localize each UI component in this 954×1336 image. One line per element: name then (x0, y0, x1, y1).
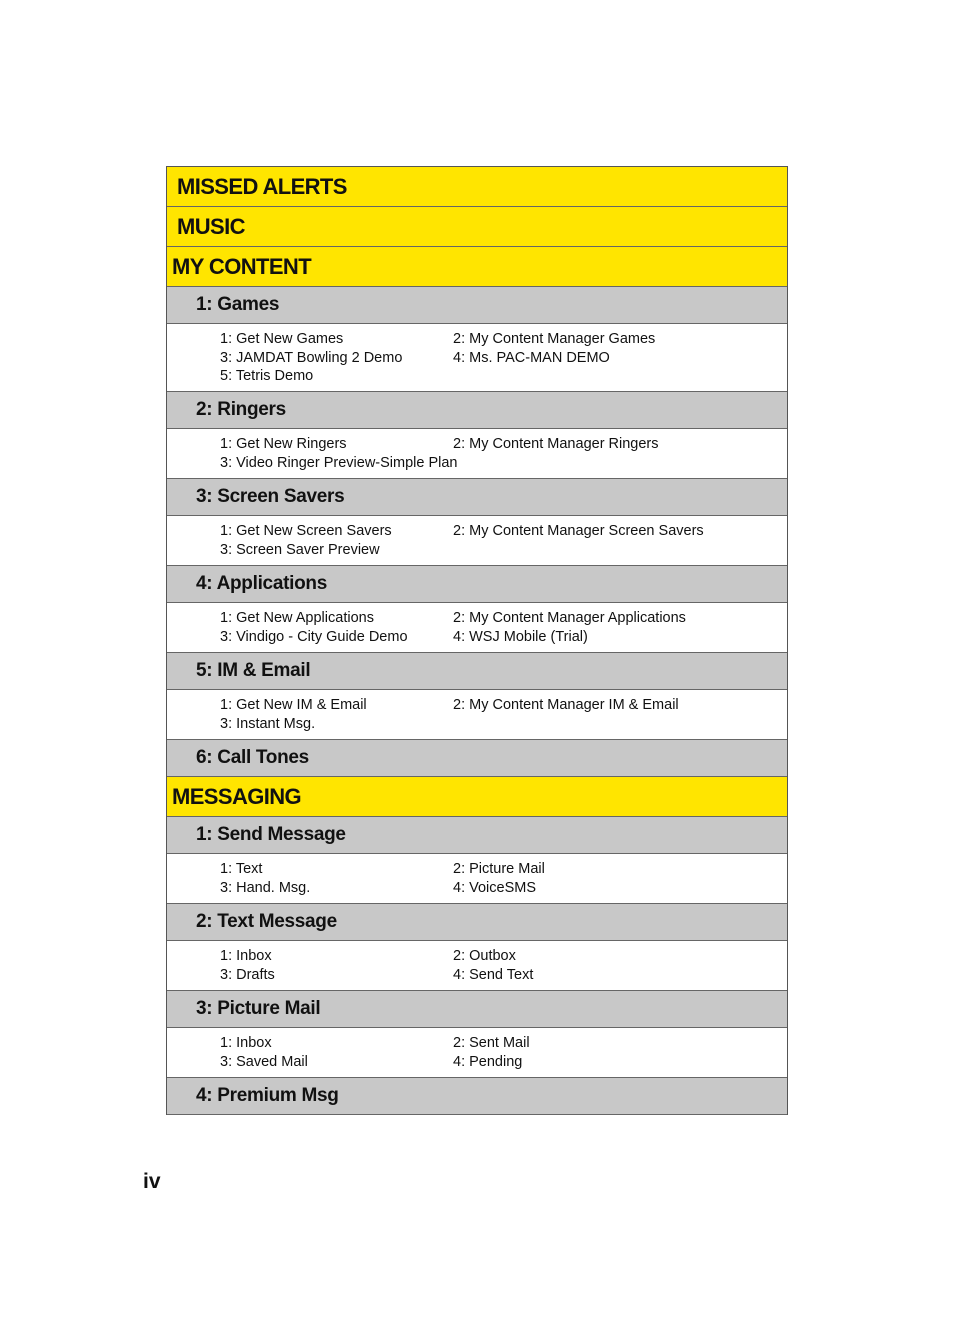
list-item (220, 349, 787, 368)
menu-option: 4: Send Text (453, 966, 534, 983)
subsection-title: 2: Ringers (196, 399, 286, 420)
list-item (220, 966, 787, 985)
menu-option: 4: VoiceSMS (453, 879, 537, 896)
menu-option: 1: Get New Games (220, 331, 344, 347)
applications-items (167, 603, 787, 653)
list-item (220, 1034, 787, 1053)
subsection-applications (167, 566, 787, 603)
subsection-ringers (167, 392, 787, 429)
menu-option: 5: Tetris Demo (220, 368, 314, 385)
section-my-content (167, 247, 787, 287)
section-messaging (167, 777, 787, 817)
screen-savers-items (167, 516, 787, 566)
menu-option: 4: Ms. PAC-MAN DEMO (453, 349, 610, 366)
menu-option: 2: Outbox (453, 948, 516, 964)
subsection-screen-savers (167, 479, 787, 516)
subsection-title: 5: IM & Email (196, 660, 311, 681)
menu-option: 1: Get New Applications (220, 610, 374, 626)
menu-option: 1: Get New IM & Email (220, 697, 367, 713)
menu-option: 4: Pending (453, 1053, 523, 1070)
menu-option: 2: My Content Manager Screen Savers (453, 523, 704, 539)
menu-option: 3: Video Ringer Preview-Simple Plan (220, 454, 458, 471)
list-item (220, 860, 787, 879)
menu-option: 3: Screen Saver Preview (220, 541, 380, 558)
subsection-title: 3: Picture Mail (196, 998, 321, 1019)
list-item (220, 609, 787, 628)
im-email-items (167, 690, 787, 740)
menu-option: 2: My Content Manager Games (453, 331, 656, 347)
send-message-items (167, 854, 787, 904)
list-item (220, 367, 787, 386)
section-music (167, 207, 787, 247)
menu-option: 2: My Content Manager IM & Email (453, 697, 679, 713)
menu-option: 3: Vindigo - City Guide Demo (220, 628, 408, 645)
list-item (220, 522, 787, 541)
subsection-title: 3: Screen Savers (196, 486, 345, 507)
section-title: MESSAGING (172, 783, 302, 809)
section-title: MUSIC (177, 213, 245, 239)
subsection-call-tones (167, 740, 787, 777)
subsection-im-email (167, 653, 787, 690)
subsection-title: 2: Text Message (196, 911, 337, 932)
menu-option: 2: Picture Mail (453, 861, 545, 877)
menu-table (166, 166, 788, 1115)
menu-option: 3: Hand. Msg. (220, 879, 311, 896)
menu-option: 1: Inbox (220, 948, 272, 964)
list-item (220, 947, 787, 966)
section-missed-alerts (167, 167, 787, 207)
subsection-title: 1: Games (196, 294, 280, 315)
menu-option: 3: Instant Msg. (220, 715, 316, 732)
page-number: iv (143, 1170, 161, 1193)
text-message-items (167, 941, 787, 991)
menu-option: 4: WSJ Mobile (Trial) (453, 628, 588, 645)
menu-option: 1: Get New Screen Savers (220, 523, 392, 539)
subsection-picture-mail (167, 991, 787, 1028)
list-item (220, 879, 787, 898)
ringers-items (167, 429, 787, 479)
menu-option: 3: JAMDAT Bowling 2 Demo (220, 349, 403, 366)
menu-option: 1: Text (220, 861, 263, 877)
list-item (220, 541, 787, 560)
list-item (220, 715, 787, 734)
subsection-premium-msg (167, 1078, 787, 1115)
list-item (220, 1053, 787, 1072)
list-item (220, 330, 787, 349)
list-item (220, 628, 787, 647)
section-title: MISSED ALERTS (177, 173, 347, 199)
subsection-title: 1: Send Message (196, 824, 346, 845)
picture-mail-items (167, 1028, 787, 1078)
subsection-games (167, 287, 787, 324)
list-item (220, 696, 787, 715)
subsection-send-message (167, 817, 787, 854)
games-items (167, 324, 787, 392)
menu-option: 3: Drafts (220, 966, 275, 983)
subsection-text-message (167, 904, 787, 941)
menu-option: 1: Inbox (220, 1035, 272, 1051)
menu-option: 1: Get New Ringers (220, 436, 347, 452)
menu-option: 3: Saved Mail (220, 1053, 308, 1070)
section-title: MY CONTENT (172, 253, 312, 279)
menu-option: 2: Sent Mail (453, 1035, 530, 1051)
list-item (220, 454, 787, 473)
menu-option: 2: My Content Manager Ringers (453, 436, 659, 452)
subsection-title: 4: Premium Msg (196, 1085, 339, 1106)
subsection-title: 6: Call Tones (196, 747, 309, 768)
subsection-title: 4: Applications (196, 573, 327, 594)
list-item (220, 435, 787, 454)
menu-option: 2: My Content Manager Applications (453, 610, 686, 626)
